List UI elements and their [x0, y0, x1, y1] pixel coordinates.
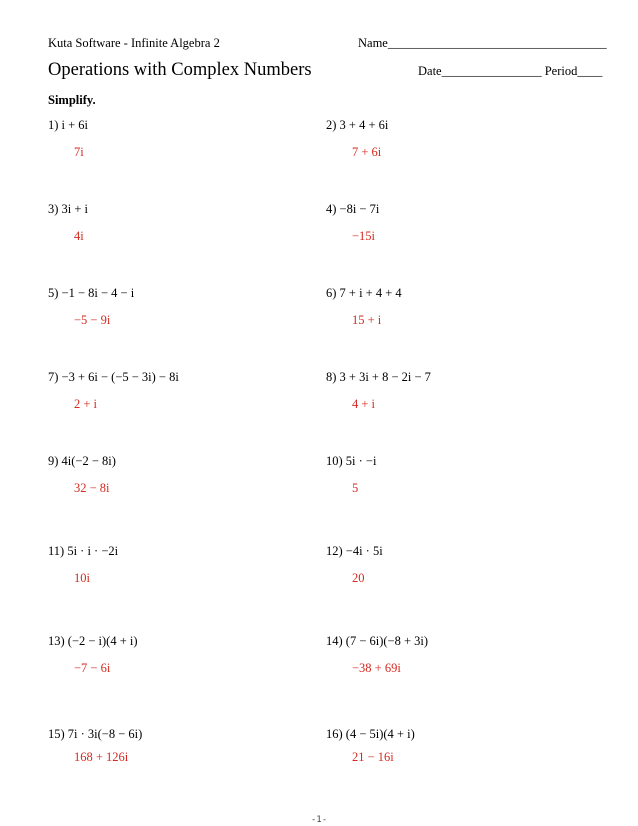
problem-answer: 7i [74, 145, 84, 159]
problem-question: 11) 5i · i · −2i [48, 544, 119, 558]
problem-answer: 21 − 16i [352, 750, 394, 764]
problem-answer: 5 [352, 481, 359, 495]
problem-answer: 32 − 8i [74, 481, 110, 495]
problem-11 [48, 544, 308, 586]
date-period-field: Date________________ Period____ [418, 64, 603, 78]
problem-question: 16) (4 − 5i)(4 + i) [326, 727, 415, 741]
problem-6 [326, 286, 586, 328]
problem-14 [326, 634, 586, 676]
problem-answer: 15 + i [352, 313, 382, 327]
problem-answer: 168 + 126i [74, 750, 129, 764]
problem-answer: 4 + i [352, 397, 376, 411]
problem-question: 2) 3 + 4 + 6i [326, 118, 389, 132]
problem-answer: −15i [352, 229, 376, 243]
problem-question: 13) (−2 − i)(4 + i) [48, 634, 138, 648]
problem-question: 7) −3 + 6i − (−5 − 3i) − 8i [48, 370, 179, 384]
problem-10 [326, 454, 586, 496]
problem-question: 10) 5i · −i [326, 454, 377, 468]
problem-answer: 2 + i [74, 397, 98, 411]
problem-question: 12) −4i · 5i [326, 544, 383, 558]
problem-answer: 4i [74, 229, 84, 243]
problem-2 [326, 118, 586, 160]
problem-question: 5) −1 − 8i − 4 − i [48, 286, 135, 300]
problem-answer: 20 [352, 571, 365, 585]
problem-15 [48, 727, 308, 765]
problem-question: 9) 4i(−2 − 8i) [48, 454, 116, 468]
problem-answer: −38 + 69i [352, 661, 401, 675]
problem-1 [48, 118, 308, 160]
company-label: Kuta Software - Infinite Algebra 2 [48, 36, 220, 50]
problem-answer: −7 − 6i [74, 661, 111, 675]
problem-question: 15) 7i · 3i(−8 − 6i) [48, 727, 143, 741]
problem-7 [48, 370, 308, 412]
problem-question: 4) −8i − 7i [326, 202, 380, 216]
problem-question: 1) i + 6i [48, 118, 89, 132]
instructions: Simplify. [48, 93, 96, 107]
name-field: Name___________________________________ [358, 36, 607, 50]
problem-3 [48, 202, 308, 244]
problem-question: 8) 3 + 3i + 8 − 2i − 7 [326, 370, 431, 384]
problem-answer: 10i [74, 571, 90, 585]
problem-16 [326, 727, 586, 765]
problem-8 [326, 370, 586, 412]
page-number: -1- [310, 815, 328, 825]
worksheet-title: Operations with Complex Numbers [48, 60, 312, 80]
problem-question: 14) (7 − 6i)(−8 + 3i) [326, 634, 429, 648]
problem-answer: −5 − 9i [74, 313, 111, 327]
problem-5 [48, 286, 308, 328]
problem-question: 3) 3i + i [48, 202, 89, 216]
problem-9 [48, 454, 308, 496]
problem-12 [326, 544, 586, 586]
problem-13 [48, 634, 308, 676]
problem-answer: 7 + 6i [352, 145, 382, 159]
problem-question: 6) 7 + i + 4 + 4 [326, 286, 402, 300]
problem-4 [326, 202, 586, 244]
